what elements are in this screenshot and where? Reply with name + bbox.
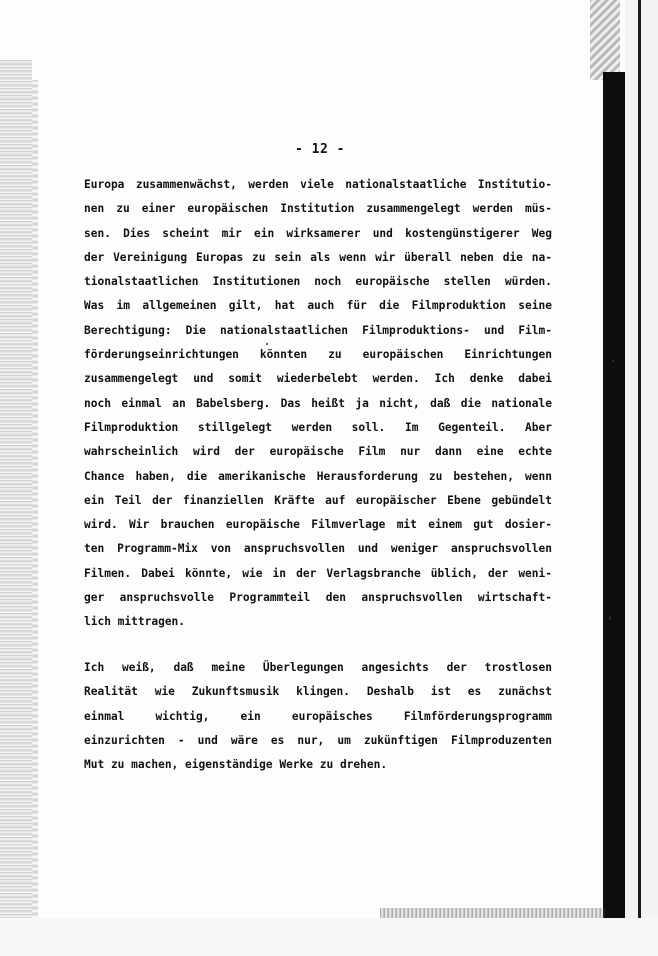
page-number: - 12 -: [295, 142, 345, 157]
text-line: Ich weiß, daß meine Überlegungen angesichts der trostlosen: [84, 661, 552, 674]
scan-shadow-left-inner: [32, 80, 38, 940]
text-line: einzurichten - und wäre es nur, um zukünftigen Filmproduzenten: [84, 733, 552, 747]
text-line: lich mittragen.: [84, 615, 186, 629]
text-line: wird. Wir brauchen europäische Filmverlage mit einem gut dosier-: [84, 518, 552, 532]
scan-speck: [612, 360, 614, 362]
text-line: tionalstaatlichen Institutionen noch europäische stellen würden.: [84, 275, 552, 289]
text-line: Filmen. Dabei könnte, wie in der Verlagsbranche üblich, der weni-: [84, 566, 552, 580]
text-line: ger anspruchsvolle Programmteil den anspruchsvollen wirtschaft-: [84, 591, 552, 605]
text-line: nen zu einer europäischen Institution zusammengelegt werden müs-: [84, 202, 552, 216]
text-line: förderungseinrichtungen könnten zu europäischen Einrichtungen: [84, 348, 552, 362]
scan-speck: [609, 616, 611, 620]
text-line: ten Programm-Mix von anspruchsvollen und weniger anspruchsvollen: [84, 542, 552, 556]
text-line: zusammengelegt und somit wiederbelebt werden. Ich denke dabei: [84, 372, 552, 386]
text-line: Europa zusammenwächst, werden viele nationalstaatliche Institutio-: [84, 178, 552, 191]
text-line: sen. Dies scheint mir ein wirksamerer und kostengünstigerer Weg: [84, 226, 552, 240]
text-line: Chance haben, die amerikanische Herausforderung zu bestehen, wenn: [84, 469, 552, 483]
text-line: einmal wichtig, ein europäisches Filmförderungsprogramm: [84, 709, 552, 723]
paragraph-2: [84, 656, 552, 777]
text-line: Filmproduktion stillgelegt werden soll. Im Gegenteil. Aber: [84, 420, 552, 434]
text-line: ein Teil der finanziellen Kräfte auf europäischer Ebene gebündelt: [84, 493, 552, 507]
text-line: wahrscheinlich wird der europäische Film nur dann eine echte: [84, 445, 552, 459]
text-line: noch einmal an Babelsberg. Das heißt ja nicht, daß die nationale: [84, 396, 552, 410]
text-line: Realität wie Zukunftsmusik klingen. Deshalb ist es zunächst: [84, 685, 552, 699]
scan-shadow-top-right: [590, 0, 620, 80]
scan-shadow-left: [0, 60, 32, 956]
scan-border-right: [603, 72, 625, 956]
text-line: der Vereinigung Europas zu sein als wenn wir überall neben die na-: [84, 250, 552, 264]
text-line: Berechtigung: Die nationalstaatlichen Filmproduktions- und Film-: [84, 323, 552, 337]
text-line: Was im allgemeinen gilt, hat auch für die Filmproduktion seine: [84, 299, 552, 313]
paragraph-1: [84, 173, 552, 635]
text-line: Mut zu machen, eigenständige Werke zu drehen.: [84, 758, 388, 772]
scan-shadow-bottom: [380, 908, 605, 918]
scan-margin-bottom: [0, 918, 658, 956]
